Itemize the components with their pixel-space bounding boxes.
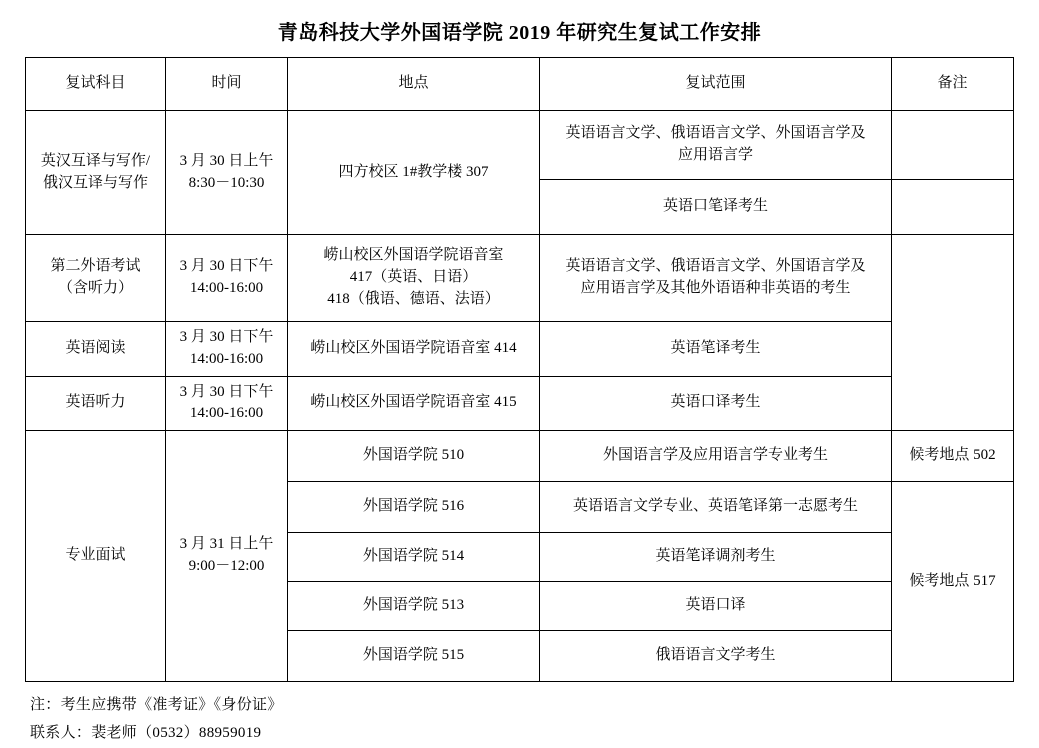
column-header-place: 地点 xyxy=(288,58,540,111)
cell-scope-1: 英语语言文学、俄语语言文学、外国语言学及 应用语言学 xyxy=(540,111,892,180)
cell-scope-7: 英语语言文学专业、英语笔译第一志愿考生 xyxy=(540,482,892,533)
table-header-row xyxy=(26,58,1014,111)
cell-remark-2 xyxy=(892,180,1014,235)
cell-place-7: 外国语学院 516 xyxy=(288,482,540,533)
column-header-remark: 备注 xyxy=(892,58,1014,111)
cell-scope-10: 俄语语言文学考生 xyxy=(540,631,892,682)
table-row xyxy=(26,376,1014,431)
table-row xyxy=(26,322,1014,377)
cell-time-3: 3 月 30 日下午 14:00-16:00 xyxy=(166,235,288,322)
cell-place-6: 外国语学院 510 xyxy=(288,431,540,482)
cell-subject-3: 第二外语考试 （含听力） xyxy=(26,235,166,322)
cell-scope-8: 英语笔译调剂考生 xyxy=(540,533,892,582)
cell-place-3: 崂山校区外国语学院语音室 417（英语、日语） 418（俄语、德语、法语） xyxy=(288,235,540,322)
cell-subject-1: 英汉互译与写作/ 俄汉互译与写作 xyxy=(26,111,166,235)
cell-time-1: 3 月 30 日上午 8:30－10:30 xyxy=(166,111,288,235)
cell-place-10: 外国语学院 515 xyxy=(288,631,540,682)
cell-place-5: 崂山校区外国语学院语音室 415 xyxy=(288,376,540,431)
table-row xyxy=(26,235,1014,322)
cell-scope-3: 英语语言文学、俄语语言文学、外国语言学及 应用语言学及其他外语语种非英语的考生 xyxy=(540,235,892,322)
column-header-scope: 复试范围 xyxy=(540,58,892,111)
note-contact: 联系人：裴老师（0532）88959019 xyxy=(30,724,262,741)
cell-time-6: 3 月 31 日上午 9:00－12:00 xyxy=(166,431,288,682)
column-header-subject: 复试科目 xyxy=(26,58,166,111)
page-title: 青岛科技大学外国语学院 2019 年研究生复试工作安排 xyxy=(277,22,762,44)
cell-remark-3 xyxy=(892,235,1014,431)
cell-scope-2: 英语口笔译考生 xyxy=(540,180,892,235)
cell-remark-1 xyxy=(892,111,1014,180)
column-header-time: 时间 xyxy=(166,58,288,111)
cell-place-4: 崂山校区外国语学院语音室 414 xyxy=(288,322,540,377)
cell-place-8: 外国语学院 514 xyxy=(288,533,540,582)
cell-remark-6: 候考地点 502 xyxy=(892,431,1014,482)
schedule-table xyxy=(25,57,1014,682)
cell-subject-5: 英语听力 xyxy=(26,376,166,431)
cell-place-1: 四方校区 1#教学楼 307 xyxy=(288,111,540,235)
cell-scope-9: 英语口译 xyxy=(540,582,892,631)
cell-scope-4: 英语笔译考生 xyxy=(540,322,892,377)
cell-time-5: 3 月 30 日下午 14:00-16:00 xyxy=(166,376,288,431)
cell-scope-5: 英语口译考生 xyxy=(540,376,892,431)
cell-subject-4: 英语阅读 xyxy=(26,322,166,377)
cell-remark-7: 候考地点 517 xyxy=(892,482,1014,682)
notes-block xyxy=(30,692,1039,748)
note-documents: 注：考生应携带《准考证》《身份证》 xyxy=(30,697,283,713)
table-row xyxy=(26,111,1014,180)
table-row xyxy=(26,431,1014,482)
cell-subject-6: 专业面试 xyxy=(26,431,166,682)
cell-time-4: 3 月 30 日下午 14:00-16:00 xyxy=(166,322,288,377)
cell-scope-6: 外国语言学及应用语言学专业考生 xyxy=(540,431,892,482)
cell-place-9: 外国语学院 513 xyxy=(288,582,540,631)
